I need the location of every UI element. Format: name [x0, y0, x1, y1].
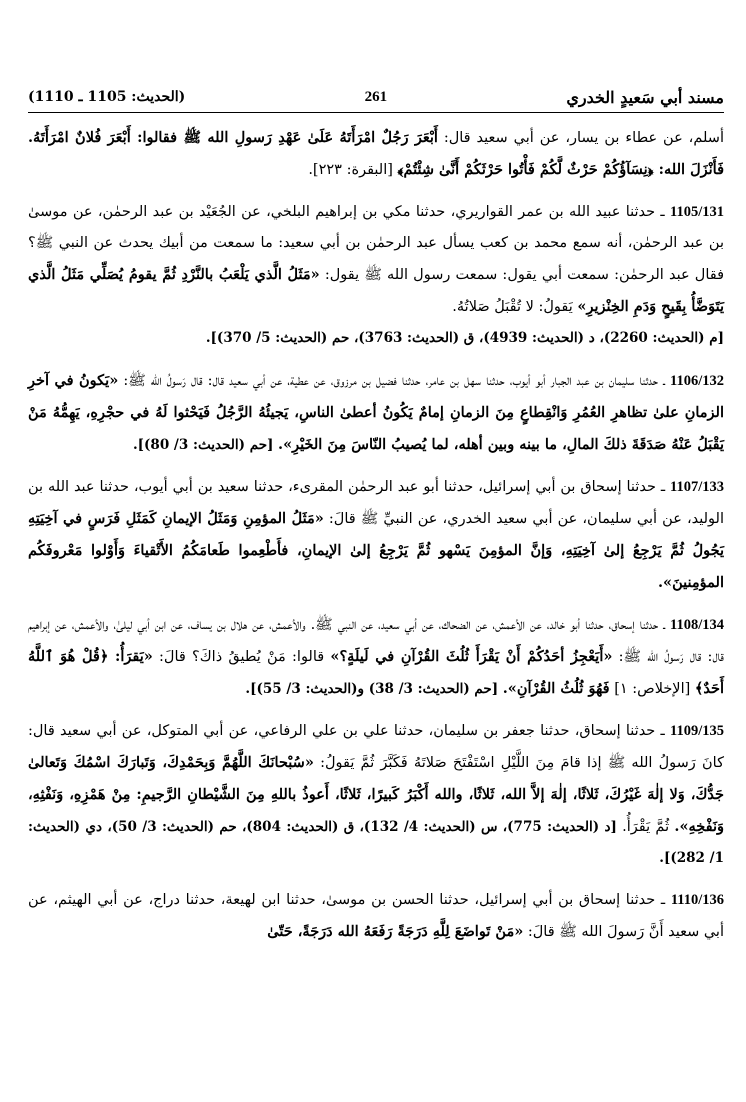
hadith-number: 1108/134 — [670, 617, 724, 633]
hadith-quote: فَهُوَ ثُلُثُ القُرْآنِ». — [502, 680, 610, 697]
hadith-quote: «مَنْ تَواضَعَ لِلَّهِ دَرَجَةً رَفَعَهُ الله دَرَجَةً، حَتّىٰ — [267, 923, 524, 940]
hadith-references: [حم (الحديث: 3/ 38) و(الحديث: 3/ 55)]. — [245, 681, 499, 697]
hadith-references: [م (الحديث: 2260)، د (الحديث: 4939)، ق (الحديث: 3763)، حم (الحديث: 5/ 370)]. — [205, 330, 724, 346]
hadith-chain: ـ حدثنا إسحاق بن أبي إسرائيل، حدثنا أبو عبد الرحمٰن المقرىء، حدثنا سعيد بن أبي أيوب، حدثنا عبد الله بن الوليد، عن أبي سليمان، عن أبي سعيد الخدري، عن النبيِّ ﷺ قالَ: — [28, 479, 724, 527]
hadith-paragraph — [28, 885, 724, 948]
hadith-references: [د (الحديث: 775)، س (الحديث: 4/ 132)، ق (الحديث: 804)، حم (الحديث: 3/ 50)، دي (الحديث: 1/ 282)]. — [28, 819, 724, 866]
hadith-chain: ـ حدثنا إسحاق، حدثنا جعفر بن سليمان، حدثنا علي بن علي الرفاعي، عن أبي المتوكل، عن أبي سعيد قال: كانَ رَسولُ الله ﷺ إذا قامَ مِنَ اللَّيْلِ اسْتَفْتَحَ صَلاتَهُ فَكَبَّرَ ثُمَّ يَقولُ: — [28, 723, 724, 771]
page-body — [28, 122, 724, 959]
hadith-references: [حم (الحديث: 3/ 80)]. — [132, 437, 274, 453]
hadith-text: أسلم، عن عطاء بن يسار، عن أبي سعيد قال: — [437, 130, 724, 146]
header-rule — [28, 112, 724, 113]
hadith-chain: ـ حدثنا عبيد الله بن عمر القواريري، حدثنا مكي بن إبراهيم البلخي، عن الجُعَيْد بن عبد الرحمٰن، عن موسىٰ بن عبد الرحمٰن، أنه سمع محمد بن كعب يسأل عبد الرحمٰن بن أبي سعيد: ما سمعت من أبيك يحدث عن النبي ﷺ؟ فقال عبد الرحمٰن: سمعت أبي يقول: سمعت رسول الله ﷺ يقول: — [28, 204, 725, 283]
hadith-paragraph — [28, 610, 724, 705]
hadith-number: 1107/133 — [670, 479, 724, 495]
book-title: مسند أبي سَعيدٍ الخدري — [566, 87, 724, 107]
hadith-quote: «مَثَلُ المؤمِنِ وَمَثَلُ الإيمانِ كَمَثَلِ فَرَسٍ في آخِيَتِهِ يَجُولُ ثُمَّ يَرْجِعُ إلىٰ آخِيَتِهِ، وَإنَّ المؤمِنَ يَسْهو ثُمَّ يَرْجِعُ إلىٰ الإيمانِ، فأَطْعِموا طَعامَكُمُ الأَتْقياءَ وَأَوْلوا مَعْروفَكُم المؤمِنينَ». — [28, 510, 724, 591]
hadith-paragraph — [28, 716, 724, 874]
hadith-quote: «يَكونُ في آخرِ الزمانِ علىٰ تظاهرِ العُمُرِ وَانْقِطاعٍ مِنَ الزمانِ إمامٌ يَكُونُ أعطىٰ الناسِ، يَجيئُهُ الرَّجُلُ فَيَحْثوا لَهُ في حجْرِهِ، يَهِمُّهُ مَنْ يَقْبَلُ عَنْهُ صَدَقَةَ ذلكَ المالِ، ما بينه وبين أهله، لما يُصيبُ النّاسَ مِنَ الخَيْرِ». — [28, 372, 724, 453]
hadith-range: (الحديث: 1105 ـ 1110) — [28, 89, 186, 105]
hadith-text: ثُمَّ يَقْرَأُ. — [622, 819, 675, 835]
hadith-number: 1110/136 — [670, 892, 724, 908]
hadith-paragraph — [28, 197, 724, 354]
hadith-chain: ـ حدثنا إسحاق، حدثنا أبو خالد، عن الأعمش، عن الضحاك، عن أبي سعيد، عن النبي ﷺ. والأعمش، عن هلال بن يساف، عن ابن أبي ليلىٰ، والأعمش، عن إبراهيم قال: قال رَسولُ الله ﷺ: — [28, 617, 724, 665]
hadith-quote: «أَيَعْجِزُ أحَدُكُمْ أَنْ يَقْرَأَ ثُلُثَ القُرْآنِ في لَيلَةٍ؟» — [330, 648, 613, 665]
page-number: 261 — [364, 88, 388, 105]
hadith-quote: «يَقرَأُ: ﴿قُلْ هُوَ ٱللَّهُ أَحَدٌ﴾ — [28, 648, 724, 697]
hadith-quote: «مَثَلُ الَّذي يَلْعَبُ بالنَّرْدِ ثُمَّ يقومُ يُصَلِّي مَثَلُ الَّذي يَتَوَضَّأُ بِقَيحٍ وَدَمِ الخِنْزيرِ» — [28, 266, 724, 315]
hadith-text: قالوا: مَنْ يُطيقُ ذاكَ؟ قالَ: — [152, 649, 331, 665]
hadith-paragraph — [28, 472, 724, 599]
page-header — [28, 84, 724, 110]
hadith-number: 1106/132 — [670, 373, 724, 389]
hadith-paragraph — [28, 122, 724, 186]
hadith-number: 1109/135 — [670, 723, 724, 739]
verse-citation: [الإخلاص: ١] — [609, 681, 695, 697]
hadith-number: 1105/131 — [670, 204, 724, 220]
hadith-paragraph — [28, 365, 724, 461]
verse-citation: [البقرة: ٢٢٣]. — [308, 162, 398, 178]
hadith-chain: ـ حدثنا إسحاق بن أبي إسرائيل، حدثنا الحسن بن موسىٰ، حدثنا ابن لهيعة، حدثنا دراج، عن أبي الهيثم، عن أبي سعيد أَنَّ رَسولَ الله ﷺ قالَ: — [28, 892, 724, 940]
hadith-quote: أَبْعَرَ رَجُلٌ امْرَأَتَهُ عَلَىٰ عَهْدِ رَسولِ الله ﷺ فقالوا: أَبْعَرَ فُلانٌ امْرَأَتَهُ. فَأَنْزَلَ الله: ﴿نِسَآؤُكُمْ حَرْثٌ لَّكُمْ فَأْتُوا حَرْثَكُمْ أَنَّىٰ شِئْتُمْ﴾ — [28, 129, 724, 178]
hadith-chain: ـ حدثنا سليمان بن عبد الجبار أبو أيوب، حدثنا سهل بن عامر، حدثنا فضيل بن مرزوق، عن عطية، عن أبي سعيد قال: قال رَسولُ الله ﷺ: — [118, 373, 671, 389]
hadith-text: يَقولُ: لا تُقْبَلُ صَلاتُهُ. — [452, 299, 578, 315]
hadith-quote: «سُبْحانَكَ اللَّهُمَّ وَبِحَمْدِكَ، وَتَبارَكَ اسْمُكَ وَتَعالىٰ جَدُّكَ، وَلا إلٰهَ غَيْرُكَ، ثَلاثًا، إلٰهَ إلاَّ الله، ثَلاثًا، والله أَكْبَرُ كَبيرًا، ثَلاثًا، أَعوذُ باللهِ مِنَ الشَّيْطانِ الرَّجيمِ: مِنْ هَمْزِهِ، وَنَفْثِهِ، وَنَفْخِهِ». — [28, 754, 725, 835]
